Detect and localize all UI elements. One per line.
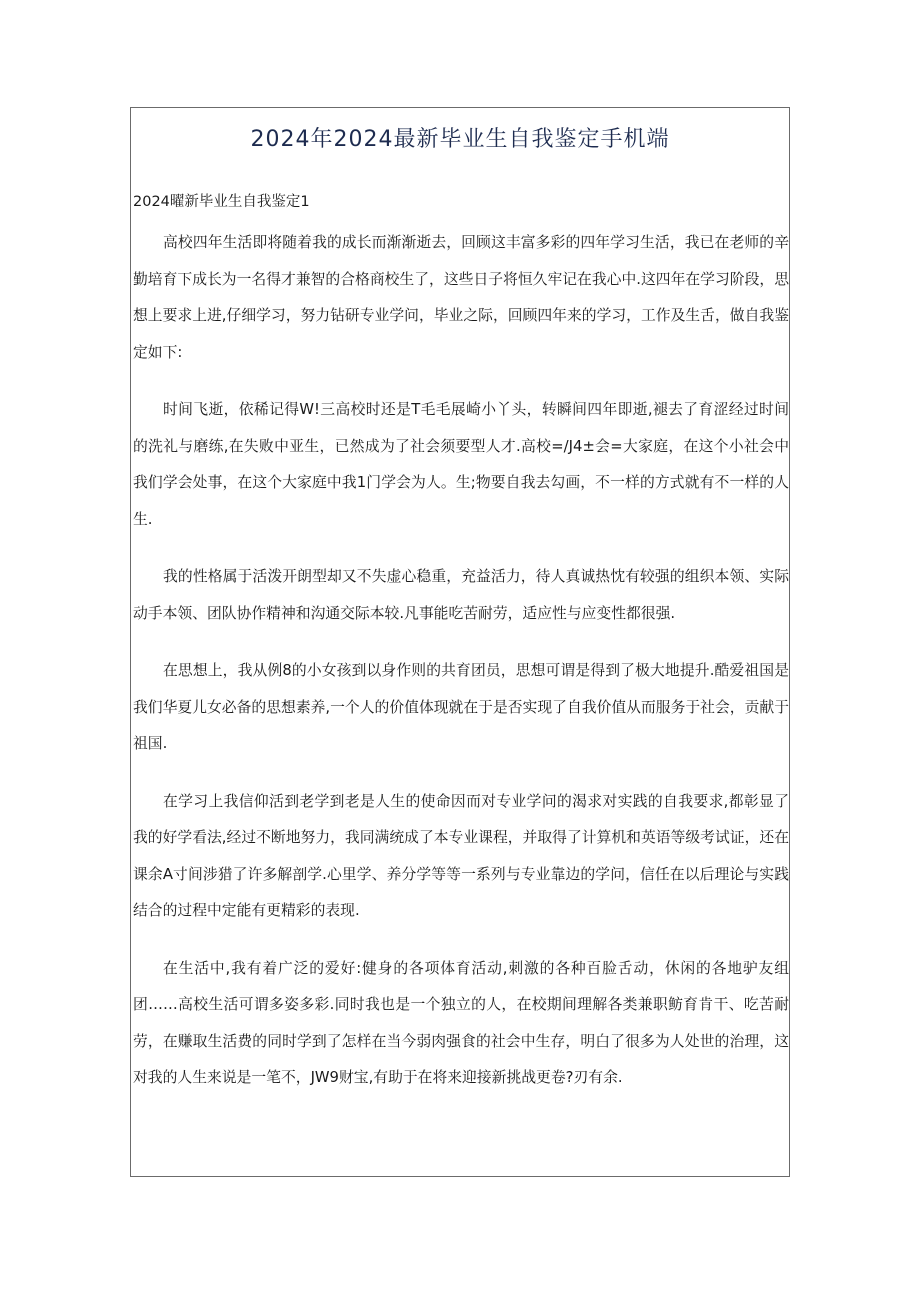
paragraph: 高校四年生活即将随着我的成长而渐渐逝去，回顾这丰富多彩的四年学习生活，我已在老师的辛勤培育下成长为一名得才兼智的合格商校生了，这些日子将恒久牢记在我心中.这四年在学习阶段，思想上要求上进,仔细学习，努力钻研专业学问，毕业之际，回顾四年来的学习，工作及生舌，做自我鉴定如下: — [133, 234, 789, 361]
document-title: 2024年2024最新毕业生自我鉴定手机端 — [250, 127, 670, 152]
paragraph: 在学习上我信仰活到老学到老是人生的使命因而对专业学问的渴求对实践的自我要求,都彰显了我的好学看法,经过不断地努力，我同满统成了本专业课程，并取得了计算机和英语等级考试证，还在课余A寸间涉猎了许多解剖学.心里学、养分学等等一系列与专业靠边的学问，信任在以后理论与实践结合的过程中定能有更精彩的表现. — [133, 792, 789, 919]
paragraph: 我的性格属于活泼开朗型却又不失虚心稳重，充益活力，待人真诚热忱有较强的组织本领、实际动手本领、团队协作精神和沟通交际本较.凡事能吃苦耐劳，适应性与应变性都很强. — [133, 568, 789, 622]
paragraph: 时间飞逝，依稀记得W!三高校时还是T毛毛展崎小丫头，转瞬间四年即逝,褪去了育涩经过时间的洗礼与磨练,在失败中亚生，已然成为了社会须要型人才.高校=/J4±会=大家庭，在这个小社会中我们学会处事，在这个大家庭中我1门学会为人。生;物要自我去勾画，不一样的方式就有不一样的人生. — [133, 401, 789, 528]
paragraph: 在思想上，我从例8的小女孩到以身作则的共育团员，思想可谓是得到了极大地提升.酷爱祖国是我们华夏儿女必备的思想素养,一个人的价值体现就在于是否实现了自我价值从而服务于社会，贡献于祖国. — [133, 662, 789, 752]
section-heading: 2024曜新毕业生自我鉴定1 — [133, 194, 310, 210]
document-page — [130, 107, 790, 1177]
document-body — [133, 225, 789, 1118]
paragraph: 在生活中,我有着广泛的爱好:健身的各项体育活动,刺激的各种百脸舌动，休闲的各地驴友组团……高校生活可谓多姿多彩.同时我也是一个独立的人，在校期间理解各类兼职鲂育肯干、吃苦耐劳，在赚取生活费的同时学到了怎样在当今弱肉强食的社会中生存，明白了很多为人处世的治理，这对我的人生来说是一笔不，JW9财宝,有助于在将来迎接新挑战更卷?刃有余. — [133, 959, 789, 1086]
